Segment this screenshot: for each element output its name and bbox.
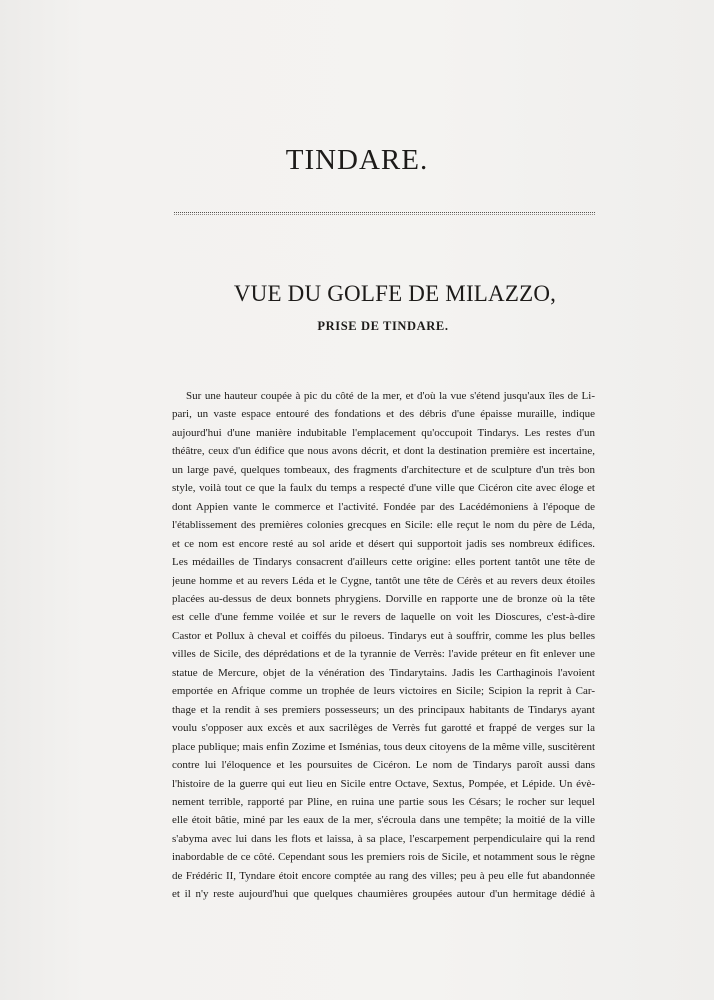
text-line: elle étoit bâtie, miné par les eaux de la mer, s'écroula dans une tempête; la moitié de la ville [172,814,595,827]
text-line: emportée en Afrique comme un trophée de leurs victoires en Sicile; Scipion la reprit à Car- [172,685,595,698]
text-line: l'histoire de la guerre qui eut lieu en Sicile entre Octave, Sextus, Pompée, et Lépide. Un évè- [172,777,595,790]
text-line: statue de Mercure, objet de la vénération des Tindarytains. Jadis les Carthaginois l'avoient [172,666,595,679]
text-line: inabordable de ce côté. Cependant sous les premiers rois de Sicile, et notamment sous le règne [172,851,595,864]
text-line: Les médailles de Tindarys consacrent d'ailleurs cette origine: elles portent tantôt une tête de [172,556,595,569]
text-line: s'abyma avec lui dans les flots et laissa, à sa place, l'escarpement perpendiculaire qui la rend [172,832,595,845]
text-line: dont Appien vante le commerce et l'activité. Fondée par des Lacédémoniens à l'époque de [172,500,595,513]
text-line: style, voilà tout ce que la faulx du temps a respecté d'une ville que Cicéron cite avec éloge et [172,482,595,495]
title-divider-secondary [174,214,595,215]
text-line: un large pavé, quelques tombeaux, des fragments d'architecture et de sculpture d'un très bon [172,463,595,476]
text-line: et ce nom est encore resté au sol aride et désert qui supportoit jadis ses nombreux édifices. [172,537,595,550]
text-line: Castor et Pollux à cheval et coiffés du piloeus. Tindarys eut à souffrir, comme les plus belles [172,629,595,642]
plate-subheading: PRISE DE TINDARE. [317,319,449,333]
body-paragraph [172,387,595,904]
text-line: et il n'y reste aujourd'hui que quelques chaumières groupées autour d'un hermitage dédié à [172,888,595,901]
text-line: est celle d'une femme voilée et sur le revers de laquelle on voit les Dioscures, c'est-à-dire [172,611,595,624]
text-line: voulu s'opposer aux excès et aux sacrilèges de Verrès fut garotté et frappé de verges sur la [172,722,595,735]
text-line: placées au-dessus de deux bonnets phrygiens. Dorville en rapporte une de bronze où la tête [172,592,595,605]
text-line: aujourd'hui d'une manière indubitable l'emplacement qu'occupoit Tindarys. Les restes d'un [172,426,595,439]
text-line: l'établissement des premières colonies grecques en Sicile: elle reçut le nom du père de Léda, [172,519,595,532]
text-line: place publique; mais enfin Zozime et Isménias, tous deux citoyens de la même ville, suscitèrent [172,740,595,753]
text-line: jeune homme et au revers Léda et le Cygne, tantôt une tête de Cérès et au revers deux étoiles [172,574,595,587]
title-divider [174,212,595,213]
text-line: contre lui l'éloquence et les poursuites de Cicéron. Le nom de Tindarys paroît aussi dans [172,759,595,772]
text-line: villes de Sicile, des déprédations et de la tyrannie de Verrès: l'avide préteur en fit enlever une [172,648,595,661]
text-line: nement terrible, rapporté par Pline, en ruina une partie sous les Césars; le rocher sur lequel [172,795,595,808]
text-line: de Frédéric II, Tyndare étoit encore comptée au rang des villes; peu à peu elle fut abandonnée [172,869,595,882]
text-line: pari, un vaste espace entouré des fondations et des débris d'une épaisse muraille, indique [172,408,595,421]
text-line: Sur une hauteur coupée à pic du côté de la mer, et d'où la vue s'étend jusqu'aux îles de Li- [186,390,595,402]
plate-heading: VUE DU GOLFE DE MILAZZO, [233,281,557,306]
text-line: thage et la rendit à ses premiers possesseurs; un des principaux habitants de Tindarys ayant [172,703,595,716]
text-line: théâtre, ceux d'un édifice que nous avons décrit, et dont la destination première est incertaine, [172,445,595,458]
page-title: TINDARE. [285,144,429,176]
